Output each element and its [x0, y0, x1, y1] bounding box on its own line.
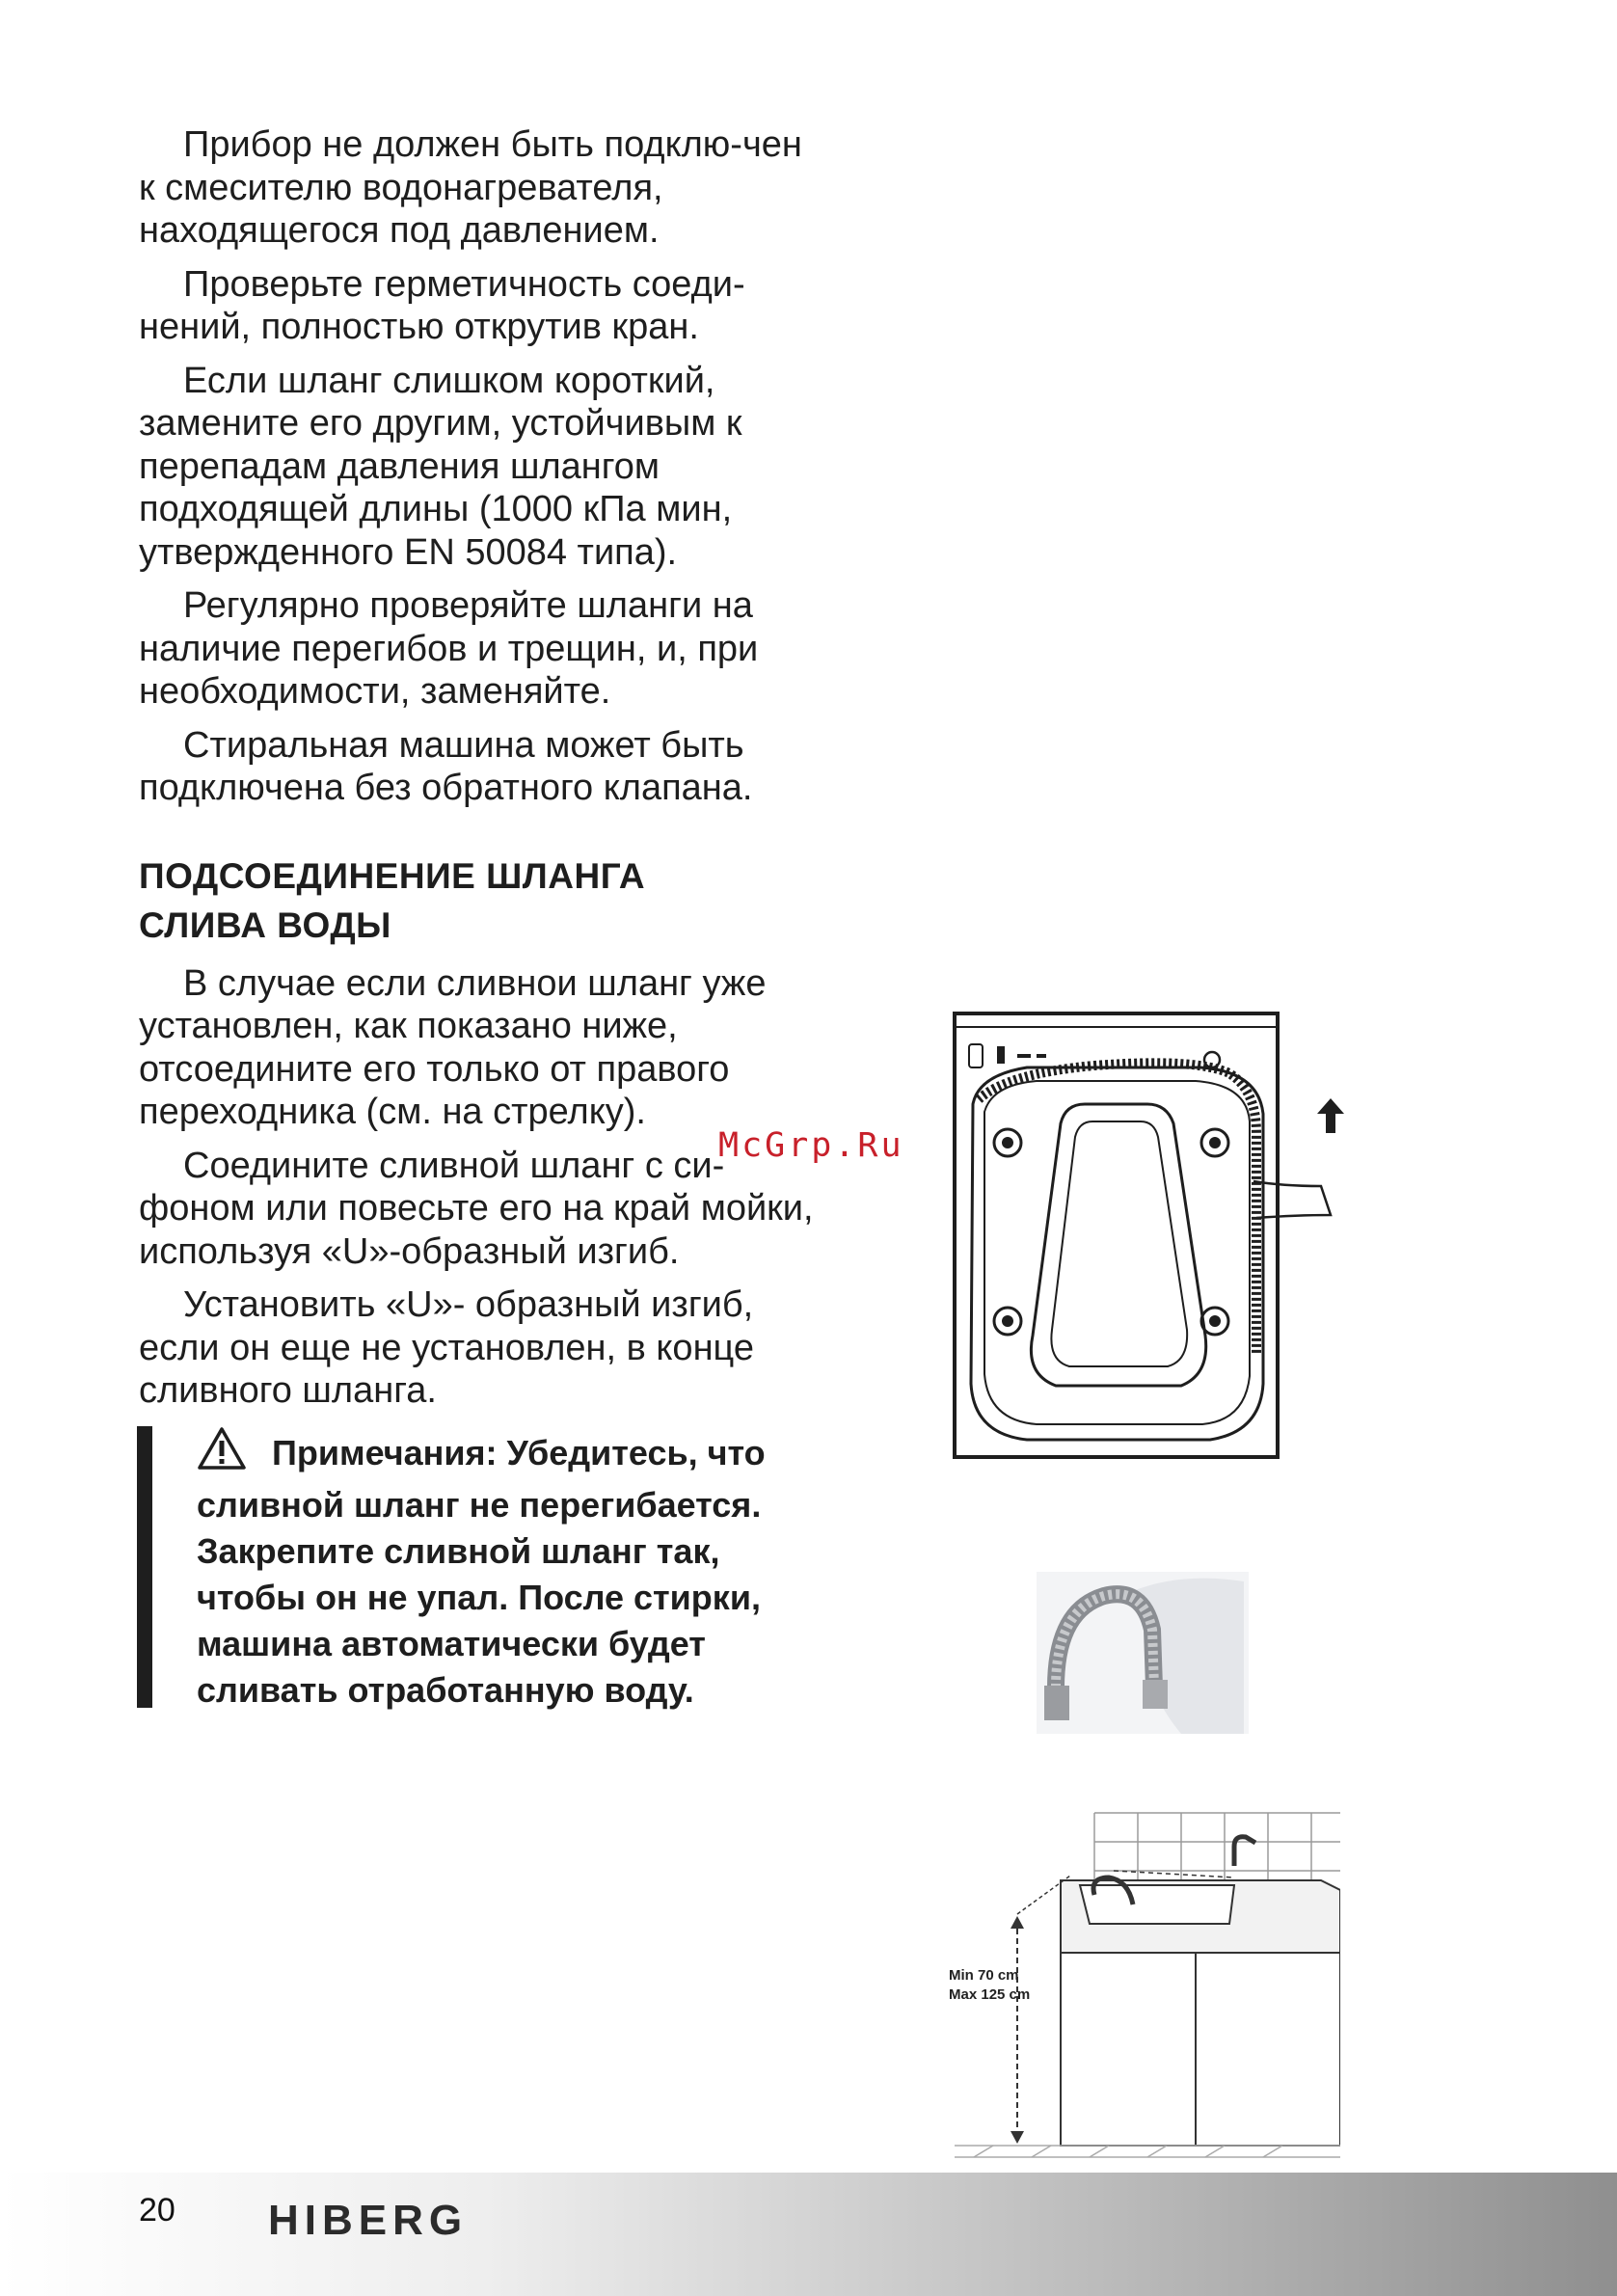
warning-triangle-icon — [197, 1426, 247, 1482]
paragraph: Проверьте герметичность соеди-нений, полностью открутив кран. — [139, 263, 745, 347]
heading-line: СЛИВА ВОДЫ — [139, 905, 391, 945]
sink-height-figure — [945, 1808, 1340, 2160]
paragraph: Прибор не должен быть подклю-чен к смесителю водонагревателя, находящегося под давлением. — [139, 124, 802, 251]
hose-bend-figure — [1037, 1572, 1249, 1734]
section-heading — [139, 845, 814, 957]
paragraph: Если шланг слишком короткий, замените его другим, устойчивым к перепадам давления шлангом подходящей длины (1000 кПа мин, утвержденного EN 50084 типа). — [139, 360, 742, 573]
watermark: McGrp.Ru — [718, 1126, 904, 1165]
paragraph: В случае если сливнои шланг уже установлен, как показано ниже, отсоедините его только от правого переходника (см. на стрелку). — [139, 962, 767, 1132]
note-text: Примечания: Убедитесь, что сливной шланг не перегибается. Закрепите сливной шланг так, чтобы он не упал. После стирки, машина автоматически будет сливать отработанную воду. — [197, 1432, 766, 1710]
paragraph: Соедините сливной шланг с си-фоном или повесьте его на край мойки, используя «U»-образный изгиб. — [139, 1145, 814, 1272]
brand-logo — [268, 2196, 557, 2244]
arrow-up-icon — [1317, 1098, 1344, 1133]
max-height-label: Max 125 cm — [949, 1986, 1031, 2003]
machine-back-figure — [950, 1008, 1345, 1461]
paragraph: Установить «U»- образный изгиб, если он еще не установлен, в конце сливного шланга. — [139, 1284, 755, 1411]
warning-note — [137, 1426, 814, 1708]
brand-name: HIBERG — [268, 2197, 469, 2244]
heading-line: ПОДСОЕДИНЕНИЕ ШЛАНГА — [139, 855, 646, 896]
page-footer — [0, 2173, 1617, 2296]
text-column — [139, 123, 814, 1708]
page-number: 20 — [139, 2192, 175, 2228]
min-height-label: Min 70 cm — [949, 1967, 1019, 1984]
paragraph: Стиральная машина может быть подключена без обратного клапана. — [139, 724, 753, 808]
paragraph: Регулярно проверяйте шланги на наличие перегибов и трещин, и, при необходимости, заменяйте. — [139, 585, 759, 712]
